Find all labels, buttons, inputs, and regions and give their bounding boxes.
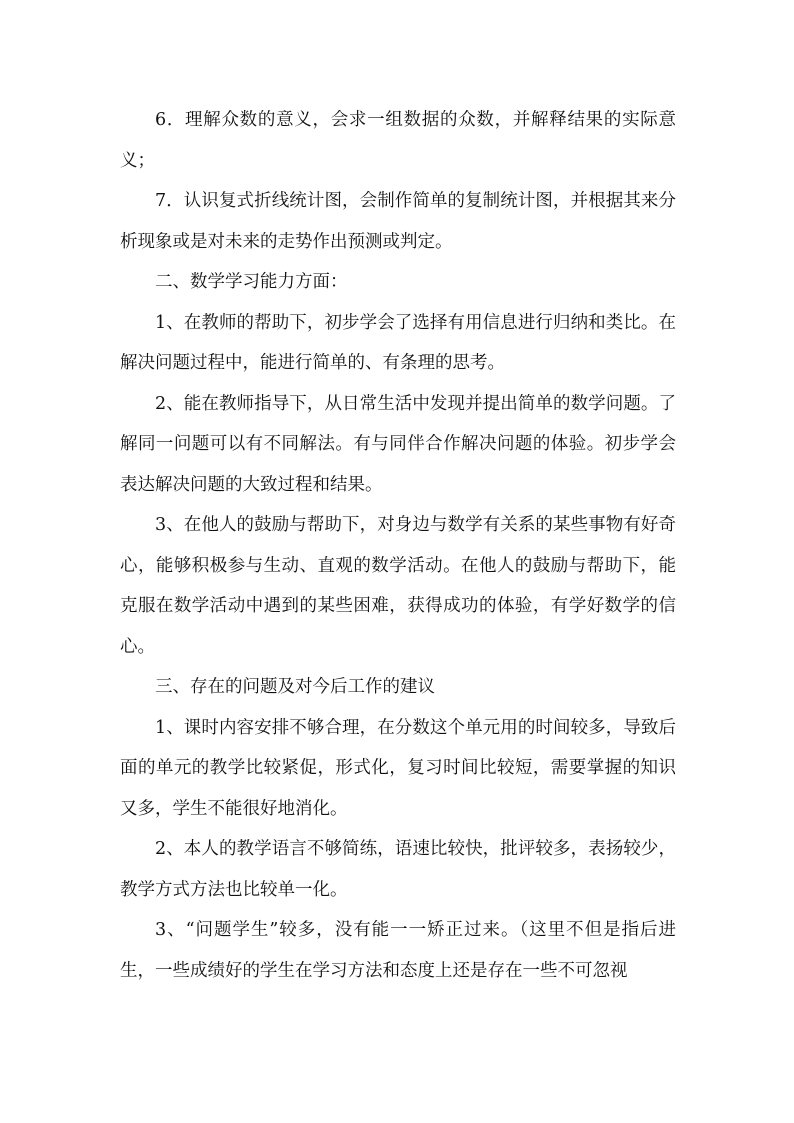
document-body [120, 100, 676, 991]
paragraph-problem-3: 3、“问题学生”较多，没有能一一矫正过来。（这里不但是指后进生，一些成绩好的学生在学习方法和态度上还是存在一些不可忽视 [120, 920, 676, 981]
paragraph-item-7: 7．认识复式折线统计图，会制作简单的复制统计图，并根据其来分析现象或是对未来的走势作出预测或判定。 [120, 191, 676, 252]
paragraph-ability-3: 3、在他人的鼓励与帮助下，对身边与数学有关系的某些事物有好奇心，能够积极参与生动、直观的数学活动。在他人的鼓励与帮助下，能克服在数学活动中遇到的某些困难，获得成功的体验，有学好数学的信心。 [120, 515, 676, 657]
section-heading-ability: 二、数学学习能力方面： [155, 272, 348, 292]
paragraph-problem-1: 1、课时内容安排不够合理，在分数这个单元用的时间较多，导致后面的单元的教学比较紧促，形式化，复习时间比较短，需要掌握的知识又多，学生不能很好地消化。 [120, 717, 676, 819]
paragraph-ability-2: 2、能在教师指导下，从日常生活中发现并提出简单的数学问题。了解同一问题可以有不同解法。有与同伴合作解决问题的体验。初步学会表达解决问题的大致过程和结果。 [120, 393, 676, 495]
paragraph-ability-1: 1、在教师的帮助下，初步学会了选择有用信息进行归纳和类比。在解决问题过程中，能进行简单的、有条理的思考。 [120, 312, 676, 373]
paragraph-item-6: 6．理解众数的意义，会求一组数据的众数，并解释结果的实际意义； [120, 110, 676, 171]
section-heading-problems: 三、存在的问题及对今后工作的建议 [155, 677, 435, 697]
paragraph-problem-2: 2、本人的教学语言不够简练，语速比较快，批评较多，表扬较少，教学方式方法也比较单一化。 [120, 839, 676, 900]
